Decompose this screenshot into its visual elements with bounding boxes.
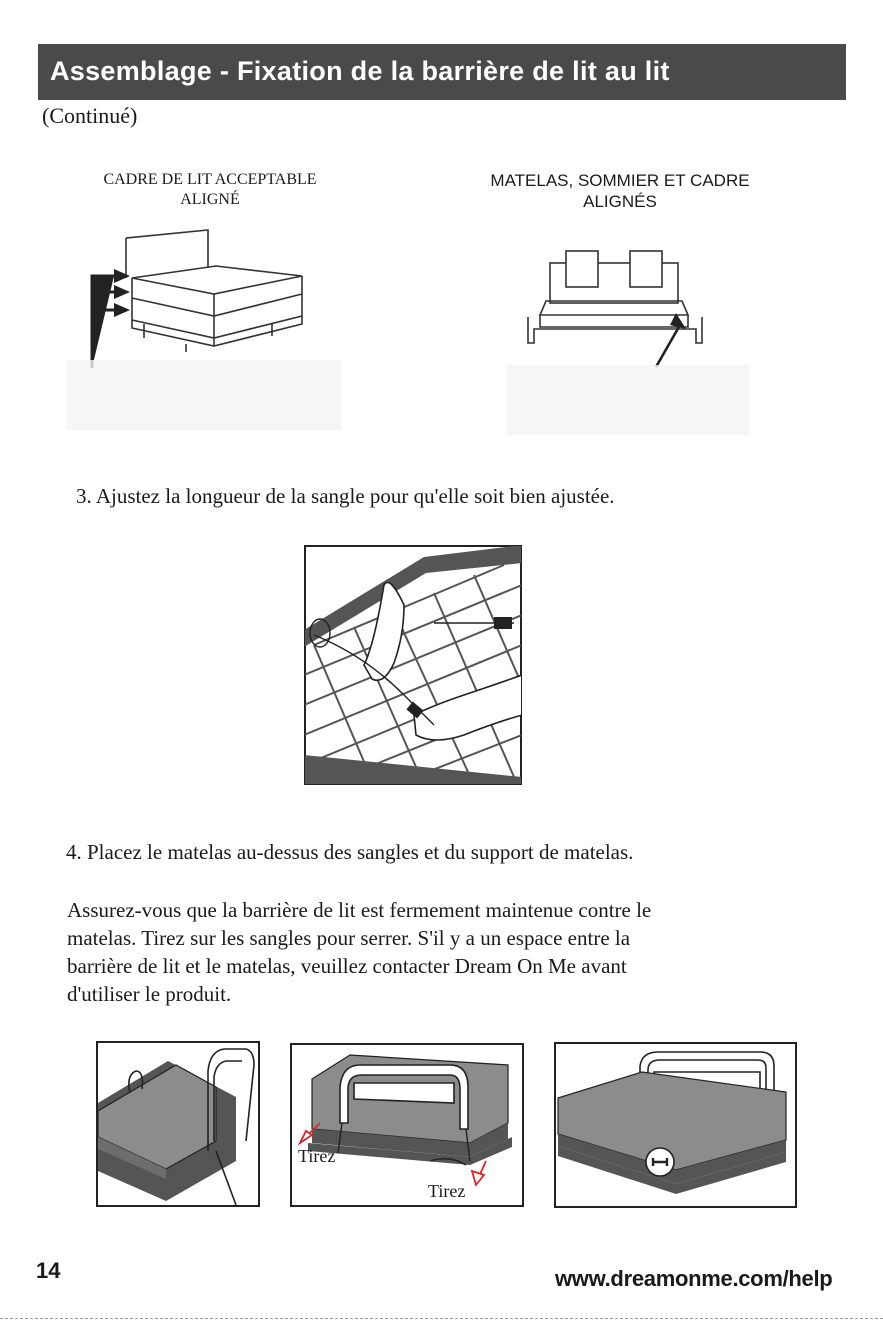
left-caption-line2: ALIGNÉ: [180, 191, 240, 208]
left-figure-caption: [70, 170, 350, 210]
page-edge-rule: [0, 1318, 883, 1319]
right-caption-line2: ALIGNÉS: [583, 192, 657, 211]
left-caption-line1: CADRE DE LIT ACCEPTABLE: [103, 171, 317, 188]
paragraph-line-1: Assurez-vous que la barrière de lit est fermement maintenue contre le: [67, 898, 652, 922]
faded-area: [506, 365, 746, 435]
page-number: 14: [36, 1258, 61, 1283]
paragraph-line-3: barrière de lit et le matelas, veuillez contacter Dream On Me avant: [67, 954, 627, 978]
paragraph-line-4: d'utiliser le produit.: [67, 982, 232, 1006]
mattress-placement-illustration: [96, 1041, 260, 1207]
pull-label-left: Tirez: [298, 1146, 336, 1166]
step-3-instruction: 3. Ajustez la longueur de la sangle pour qu'elle soit bien ajustée.: [76, 484, 615, 508]
continued-label: (Continué): [42, 103, 138, 128]
safety-paragraph: [67, 896, 847, 1008]
pull-straps-illustration: [290, 1043, 524, 1207]
section-title: Assemblage - Fixation de la barrière de lit au lit: [50, 56, 670, 86]
help-url: www.dreamonme.com/help: [555, 1266, 833, 1291]
secured-rail-illustration: [554, 1042, 797, 1208]
right-caption-line1: MATELAS, SOMMIER ET CADRE: [490, 171, 750, 190]
step-4-instruction: 4. Placez le matelas au-dessus des sangles et du support de matelas.: [66, 840, 634, 864]
strap-adjustment-illustration: [304, 545, 522, 785]
paragraph-line-2: matelas. Tirez sur les sangles pour serrer. S'il y a un espace entre la: [67, 926, 631, 950]
pull-label-right: Tirez: [428, 1181, 466, 1201]
right-figure-caption: [450, 170, 790, 212]
faded-area: [66, 360, 342, 430]
